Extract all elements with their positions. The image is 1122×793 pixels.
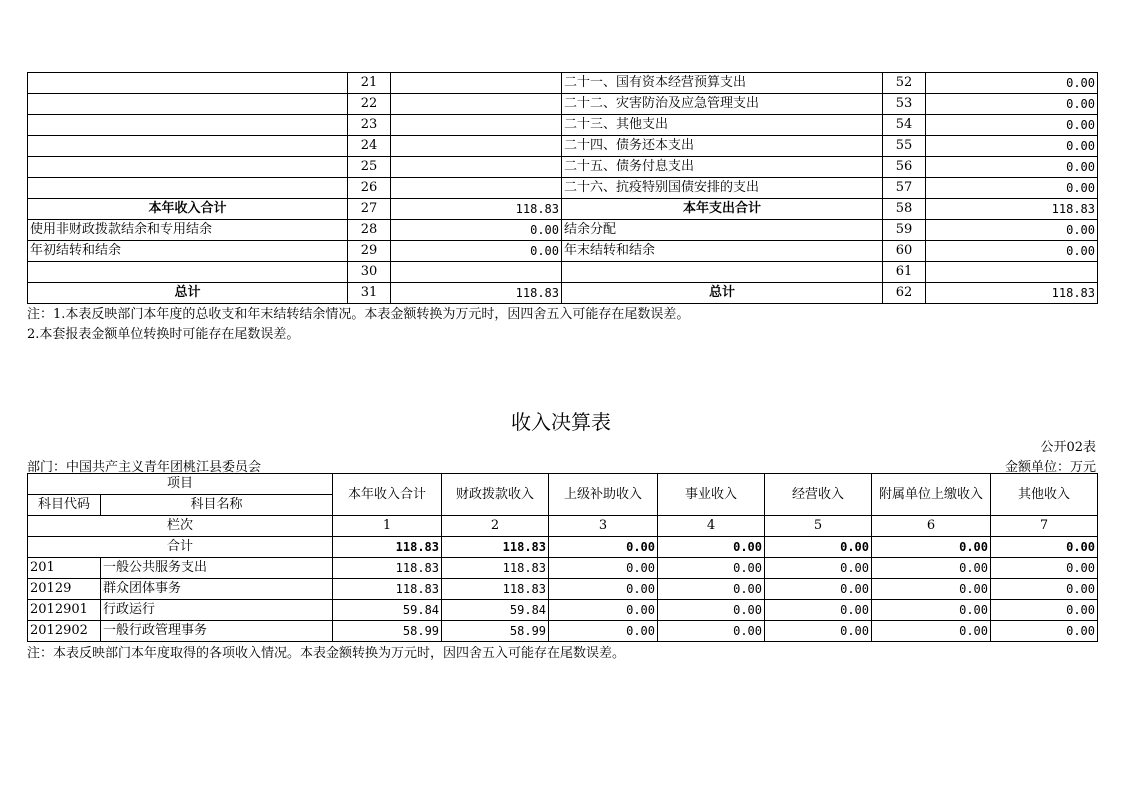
column-number: 1 [333,516,442,537]
subject-name: 群众团体事务 [101,579,333,600]
line-number: 28 [348,220,391,241]
expense-item-value: 0.00 [926,94,1098,115]
amount-cell: 0.00 [549,600,658,621]
income-statement-table [27,473,1098,642]
line-number: 52 [883,73,926,94]
amount-cell: 118.83 [333,579,442,600]
form-number: 公开02表 [1040,440,1096,455]
subject-code: 201 [28,558,101,579]
amount-cell: 0.00 [658,558,765,579]
expense-item-value: 0.00 [926,73,1098,94]
amount-cell: 0.00 [872,600,991,621]
expense-item-label: 二十五、债务付息支出 [562,157,883,178]
total-value: 0.00 [991,537,1098,558]
empty-cell [28,157,348,178]
amount-cell: 0.00 [765,579,872,600]
line-number: 53 [883,94,926,115]
line-number: 26 [348,178,391,199]
income-item-value [391,136,562,157]
expense-total-value: 118.83 [926,199,1098,220]
column-header: 其他收入 [991,474,1098,516]
empty-cell [28,262,348,283]
total-value: 0.00 [872,537,991,558]
expense-item-label: 二十二、灾害防治及应急管理支出 [562,94,883,115]
income-item-value: 0.00 [391,220,562,241]
subject-code: 2012902 [28,621,101,642]
income-item-label: 年初结转和结余 [28,241,348,262]
column-number: 6 [872,516,991,537]
column-number: 2 [442,516,549,537]
header-row [28,474,1098,495]
grand-total-row [28,283,1098,304]
grand-total-label: 总计 [28,283,348,304]
amount-cell: 0.00 [658,579,765,600]
amount-cell: 0.00 [872,579,991,600]
amount-cell: 0.00 [991,558,1098,579]
line-number: 21 [348,73,391,94]
amount-cell: 0.00 [872,558,991,579]
subject-name: 一般公共服务支出 [101,558,333,579]
income-expense-summary-table [27,72,1098,304]
income-item-value [391,115,562,136]
item-header: 项目 [28,474,333,495]
summary-table-body [28,73,1098,199]
amount-cell: 0.00 [991,579,1098,600]
amount-cell: 0.00 [549,579,658,600]
amount-cell: 118.83 [442,579,549,600]
department-label: 部门：中国共产主义青年团桃江县委员会 [27,460,262,475]
subject-code: 20129 [28,579,101,600]
total-label: 合计 [28,537,333,558]
amount-cell: 0.00 [765,558,872,579]
name-header: 科目名称 [101,495,333,516]
line-number: 25 [348,157,391,178]
column-number: 7 [991,516,1098,537]
total-value: 118.83 [442,537,549,558]
table-row [28,220,1098,241]
expense-item-label: 年末结转和结余 [562,241,883,262]
income-total-row [28,199,1098,220]
line-number: 56 [883,157,926,178]
expense-item-label: 结余分配 [562,220,883,241]
line-number: 55 [883,136,926,157]
expense-item-label: 二十一、国有资本经营预算支出 [562,73,883,94]
line-number: 57 [883,178,926,199]
expense-item-value: 0.00 [926,157,1098,178]
table-row [28,241,1098,262]
line-number: 24 [348,136,391,157]
empty-cell [28,73,348,94]
table-row [28,262,1098,283]
line-number: 23 [348,115,391,136]
line-number: 58 [883,199,926,220]
line-number: 22 [348,94,391,115]
line-number: 27 [348,199,391,220]
empty-cell [562,262,883,283]
amount-cell: 0.00 [872,621,991,642]
line-number: 60 [883,241,926,262]
amount-cell: 0.00 [991,600,1098,621]
income-item-value [391,73,562,94]
expense-total-label: 本年支出合计 [562,199,883,220]
amount-cell: 0.00 [991,621,1098,642]
income-item-value [391,178,562,199]
amount-cell: 0.00 [658,600,765,621]
grand-total-income-value: 118.83 [391,283,562,304]
note-line-1: 注：1.本表反映部门本年度的总收支和年末结转结余情况。本表金额转换为万元时，因四舍五入可能存在尾数误差。 [27,307,690,322]
empty-cell [28,115,348,136]
empty-cell [391,262,562,283]
table-row [28,94,1098,115]
income-item-label: 使用非财政拨款结余和专用结余 [28,220,348,241]
column-number: 4 [658,516,765,537]
amount-cell: 0.00 [765,600,872,621]
note-bottom: 注：本表反映部门本年度取得的各项收入情况。本表金额转换为万元时，因四舍五入可能存在尾数误差。 [27,646,626,661]
amount-cell: 0.00 [549,621,658,642]
income-total-label: 本年收入合计 [28,199,348,220]
empty-cell [926,262,1098,283]
amount-cell: 0.00 [549,558,658,579]
line-number: 59 [883,220,926,241]
expense-item-value: 0.00 [926,115,1098,136]
amount-cell: 0.00 [658,621,765,642]
expense-item-label: 二十三、其他支出 [562,115,883,136]
table-row [28,157,1098,178]
line-number: 31 [348,283,391,304]
empty-cell [28,94,348,115]
column-header: 财政拨款收入 [442,474,549,516]
empty-cell [28,136,348,157]
table-row [28,600,1098,621]
subject-name: 行政运行 [101,600,333,621]
line-number: 62 [883,283,926,304]
amount-cell: 59.84 [442,600,549,621]
column-header: 事业收入 [658,474,765,516]
line-number: 61 [883,262,926,283]
income-item-value: 0.00 [391,241,562,262]
note-line-2: 2.本套报表金额单位转换时可能存在尾数误差。 [27,327,300,342]
line-number: 30 [348,262,391,283]
amount-cell: 118.83 [333,558,442,579]
column-header: 经营收入 [765,474,872,516]
code-header: 科目代码 [28,495,101,516]
table-row [28,621,1098,642]
amount-cell: 0.00 [765,621,872,642]
total-value: 0.00 [549,537,658,558]
page-title: 收入决算表 [511,410,611,434]
table-row [28,115,1098,136]
column-header: 上级补助收入 [549,474,658,516]
summary-totals [28,199,1098,304]
amount-cell: 59.84 [333,600,442,621]
income-table-body [28,558,1098,642]
total-value: 0.00 [765,537,872,558]
table-row [28,579,1098,600]
column-header: 附属单位上缴收入 [872,474,991,516]
total-row [28,537,1098,558]
subject-code: 2012901 [28,600,101,621]
empty-cell [28,178,348,199]
grand-total-expense-label: 总计 [562,283,883,304]
income-item-value [391,157,562,178]
amount-unit-label: 金额单位：万元 [1004,460,1096,475]
income-item-value [391,94,562,115]
expense-item-value: 0.00 [926,220,1098,241]
total-value: 118.83 [333,537,442,558]
income-table-header [28,474,1098,558]
table-row [28,136,1098,157]
total-value: 0.00 [658,537,765,558]
grand-total-expense-value: 118.83 [926,283,1098,304]
table-row [28,73,1098,94]
expense-item-label: 二十四、债务还本支出 [562,136,883,157]
column-number-row [28,516,1098,537]
line-number: 29 [348,241,391,262]
line-number: 54 [883,115,926,136]
expense-item-value: 0.00 [926,241,1098,262]
amount-cell: 58.99 [442,621,549,642]
amount-cell: 58.99 [333,621,442,642]
expense-item-value: 0.00 [926,178,1098,199]
subject-name: 一般行政管理事务 [101,621,333,642]
column-number: 5 [765,516,872,537]
expense-item-label: 二十六、抗疫特别国债安排的支出 [562,178,883,199]
expense-item-value: 0.00 [926,136,1098,157]
lanci-label: 栏次 [28,516,333,537]
column-header: 本年收入合计 [333,474,442,516]
amount-cell: 118.83 [442,558,549,579]
table-row [28,178,1098,199]
column-number: 3 [549,516,658,537]
table-row [28,558,1098,579]
income-total-value: 118.83 [391,199,562,220]
